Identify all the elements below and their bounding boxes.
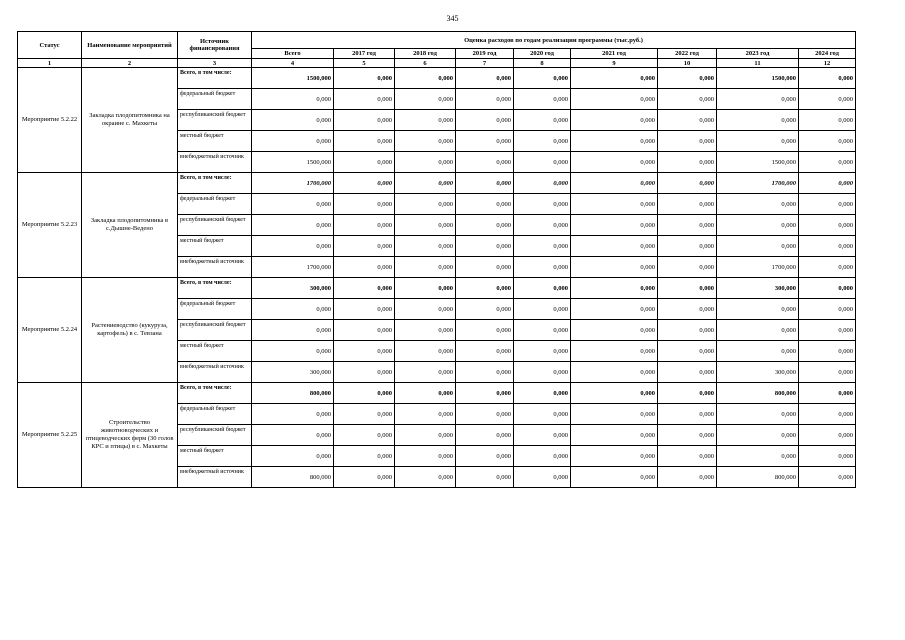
- header-year: 2024 год: [799, 49, 856, 59]
- amount-cell: 0,000: [799, 110, 856, 131]
- amount-cell: 300,000: [717, 362, 799, 383]
- amount-cell: 0,000: [456, 362, 514, 383]
- column-number: 10: [658, 59, 717, 68]
- amount-cell: 0,000: [799, 173, 856, 194]
- amount-cell: 0,000: [456, 68, 514, 89]
- amount-cell: 0,000: [658, 446, 717, 467]
- amount-cell: 1700,000: [252, 257, 334, 278]
- amount-cell: 800,000: [252, 383, 334, 404]
- amount-cell: 0,000: [658, 320, 717, 341]
- header-status: Статус: [18, 32, 82, 59]
- amount-cell: 0,000: [514, 89, 571, 110]
- amount-cell: 0,000: [571, 236, 658, 257]
- amount-cell: 0,000: [395, 152, 456, 173]
- amount-cell: 0,000: [658, 341, 717, 362]
- amount-cell: 0,000: [717, 320, 799, 341]
- amount-cell: 0,000: [717, 131, 799, 152]
- amount-cell: 0,000: [799, 446, 856, 467]
- amount-cell: 0,000: [717, 425, 799, 446]
- funding-source: федеральный бюджет: [178, 194, 252, 215]
- funding-source: федеральный бюджет: [178, 299, 252, 320]
- amount-cell: 0,000: [252, 299, 334, 320]
- amount-cell: 0,000: [514, 173, 571, 194]
- amount-cell: 1700,000: [717, 257, 799, 278]
- amount-cell: 0,000: [658, 194, 717, 215]
- amount-cell: 0,000: [334, 110, 395, 131]
- funding-source: внебюджетный источник: [178, 152, 252, 173]
- amount-cell: 0,000: [456, 236, 514, 257]
- funding-source: Всего, в том числе:: [178, 68, 252, 89]
- amount-cell: 0,000: [799, 257, 856, 278]
- amount-cell: 0,000: [717, 446, 799, 467]
- amount-cell: 0,000: [334, 278, 395, 299]
- amount-cell: 300,000: [252, 362, 334, 383]
- amount-cell: 0,000: [571, 404, 658, 425]
- amount-cell: 0,000: [456, 467, 514, 488]
- amount-cell: 0,000: [571, 152, 658, 173]
- amount-cell: 0,000: [395, 383, 456, 404]
- amount-cell: 0,000: [395, 446, 456, 467]
- amount-cell: 0,000: [799, 404, 856, 425]
- amount-cell: 0,000: [658, 404, 717, 425]
- measure-name: Закладка плодопитомника на окраине с. Махкеты: [82, 68, 178, 173]
- header-year: 2023 год: [717, 49, 799, 59]
- amount-cell: 0,000: [395, 299, 456, 320]
- amount-cell: 0,000: [571, 194, 658, 215]
- column-number: 1: [18, 59, 82, 68]
- amount-cell: 0,000: [717, 299, 799, 320]
- amount-cell: 0,000: [514, 446, 571, 467]
- amount-cell: 0,000: [395, 68, 456, 89]
- amount-cell: 0,000: [799, 131, 856, 152]
- amount-cell: 0,000: [514, 68, 571, 89]
- amount-cell: 0,000: [334, 257, 395, 278]
- amount-cell: 0,000: [456, 131, 514, 152]
- amount-cell: 0,000: [658, 173, 717, 194]
- funding-source: федеральный бюджет: [178, 404, 252, 425]
- amount-cell: 0,000: [252, 320, 334, 341]
- measure-status: Мероприятие 5.2.24: [18, 278, 82, 383]
- amount-cell: 0,000: [571, 341, 658, 362]
- amount-cell: 0,000: [658, 278, 717, 299]
- amount-cell: 0,000: [717, 236, 799, 257]
- amount-cell: 0,000: [395, 362, 456, 383]
- funding-source: местный бюджет: [178, 236, 252, 257]
- amount-cell: 1500,000: [252, 68, 334, 89]
- amount-cell: 0,000: [395, 194, 456, 215]
- amount-cell: 0,000: [658, 299, 717, 320]
- amount-cell: 0,000: [571, 257, 658, 278]
- amount-cell: 0,000: [799, 194, 856, 215]
- amount-cell: 0,000: [799, 68, 856, 89]
- amount-cell: 0,000: [514, 257, 571, 278]
- amount-cell: 0,000: [799, 236, 856, 257]
- amount-cell: 800,000: [717, 467, 799, 488]
- funding-source: республиканский бюджет: [178, 320, 252, 341]
- amount-cell: 0,000: [571, 383, 658, 404]
- amount-cell: 0,000: [658, 131, 717, 152]
- amount-cell: 0,000: [334, 194, 395, 215]
- amount-cell: 0,000: [799, 152, 856, 173]
- amount-cell: 0,000: [717, 194, 799, 215]
- table-row: [18, 278, 856, 299]
- table-row: [18, 383, 856, 404]
- funding-source: республиканский бюджет: [178, 110, 252, 131]
- amount-cell: 0,000: [717, 215, 799, 236]
- amount-cell: 0,000: [514, 194, 571, 215]
- amount-cell: 0,000: [334, 173, 395, 194]
- amount-cell: 800,000: [717, 383, 799, 404]
- funding-source: внебюджетный источник: [178, 362, 252, 383]
- amount-cell: 0,000: [456, 299, 514, 320]
- amount-cell: 0,000: [717, 341, 799, 362]
- amount-cell: 0,000: [514, 383, 571, 404]
- amount-cell: 1500,000: [252, 152, 334, 173]
- amount-cell: 0,000: [395, 467, 456, 488]
- header-year: 2022 год: [658, 49, 717, 59]
- amount-cell: 0,000: [334, 215, 395, 236]
- amount-cell: 0,000: [334, 68, 395, 89]
- amount-cell: 0,000: [571, 131, 658, 152]
- amount-cell: 0,000: [571, 446, 658, 467]
- amount-cell: 0,000: [395, 278, 456, 299]
- amount-cell: 0,000: [514, 362, 571, 383]
- table-row: [18, 173, 856, 194]
- amount-cell: 0,000: [658, 236, 717, 257]
- amount-cell: 0,000: [571, 110, 658, 131]
- header-year: 2020 год: [514, 49, 571, 59]
- amount-cell: 0,000: [395, 89, 456, 110]
- amount-cell: 0,000: [456, 194, 514, 215]
- amount-cell: 0,000: [514, 152, 571, 173]
- amount-cell: 0,000: [658, 89, 717, 110]
- amount-cell: 0,000: [799, 383, 856, 404]
- amount-cell: 0,000: [252, 425, 334, 446]
- amount-cell: 0,000: [571, 215, 658, 236]
- amount-cell: 0,000: [799, 362, 856, 383]
- amount-cell: 0,000: [395, 236, 456, 257]
- amount-cell: 0,000: [658, 362, 717, 383]
- amount-cell: 0,000: [395, 320, 456, 341]
- amount-cell: 0,000: [456, 278, 514, 299]
- amount-cell: 1500,000: [717, 152, 799, 173]
- amount-cell: 0,000: [395, 110, 456, 131]
- amount-cell: 0,000: [252, 215, 334, 236]
- amount-cell: 0,000: [334, 131, 395, 152]
- amount-cell: 0,000: [799, 425, 856, 446]
- amount-cell: 0,000: [717, 110, 799, 131]
- amount-cell: 300,000: [717, 278, 799, 299]
- amount-cell: 0,000: [658, 110, 717, 131]
- amount-cell: 0,000: [252, 89, 334, 110]
- measure-name: Закладка плодопитомника в с.Дышне-Ведено: [82, 173, 178, 278]
- amount-cell: 0,000: [456, 404, 514, 425]
- amount-cell: 0,000: [514, 215, 571, 236]
- funding-source: федеральный бюджет: [178, 89, 252, 110]
- amount-cell: 0,000: [571, 278, 658, 299]
- amount-cell: 0,000: [799, 278, 856, 299]
- amount-cell: 0,000: [571, 299, 658, 320]
- amount-cell: 0,000: [334, 383, 395, 404]
- amount-cell: 0,000: [514, 131, 571, 152]
- amount-cell: 0,000: [571, 89, 658, 110]
- amount-cell: 0,000: [514, 110, 571, 131]
- amount-cell: 0,000: [395, 215, 456, 236]
- amount-cell: 1700,000: [717, 173, 799, 194]
- funding-source: местный бюджет: [178, 131, 252, 152]
- amount-cell: 1700,000: [252, 173, 334, 194]
- amount-cell: 0,000: [514, 341, 571, 362]
- amount-cell: 0,000: [456, 383, 514, 404]
- header-year: 2018 год: [395, 49, 456, 59]
- amount-cell: 300,000: [252, 278, 334, 299]
- column-number: 8: [514, 59, 571, 68]
- funding-source: республиканский бюджет: [178, 425, 252, 446]
- amount-cell: 0,000: [252, 341, 334, 362]
- column-number: 7: [456, 59, 514, 68]
- amount-cell: 0,000: [571, 68, 658, 89]
- amount-cell: 0,000: [395, 131, 456, 152]
- page-number: 345: [446, 14, 459, 23]
- amount-cell: 0,000: [717, 89, 799, 110]
- header-name: Наименование мероприятий: [82, 32, 178, 59]
- amount-cell: 0,000: [658, 152, 717, 173]
- column-number: 11: [717, 59, 799, 68]
- amount-cell: 0,000: [456, 215, 514, 236]
- amount-cell: 800,000: [252, 467, 334, 488]
- funding-source: Всего, в том числе:: [178, 383, 252, 404]
- amount-cell: 0,000: [456, 320, 514, 341]
- amount-cell: 0,000: [252, 446, 334, 467]
- amount-cell: 0,000: [395, 257, 456, 278]
- funding-source: местный бюджет: [178, 446, 252, 467]
- amount-cell: 0,000: [571, 467, 658, 488]
- amount-cell: 0,000: [456, 89, 514, 110]
- column-number: 6: [395, 59, 456, 68]
- funding-source: Всего, в том числе:: [178, 173, 252, 194]
- amount-cell: 0,000: [334, 404, 395, 425]
- amount-cell: 0,000: [252, 236, 334, 257]
- amount-cell: 0,000: [514, 299, 571, 320]
- amount-cell: 0,000: [658, 257, 717, 278]
- funding-source: внебюджетный источник: [178, 257, 252, 278]
- amount-cell: 0,000: [514, 236, 571, 257]
- amount-cell: 0,000: [252, 194, 334, 215]
- column-number: 12: [799, 59, 856, 68]
- amount-cell: 0,000: [571, 362, 658, 383]
- amount-cell: 0,000: [334, 299, 395, 320]
- funding-source: Всего, в том числе:: [178, 278, 252, 299]
- amount-cell: 0,000: [456, 425, 514, 446]
- funding-source: внебюджетный источник: [178, 467, 252, 488]
- amount-cell: 0,000: [252, 110, 334, 131]
- amount-cell: 0,000: [252, 131, 334, 152]
- amount-cell: 0,000: [456, 110, 514, 131]
- amount-cell: 0,000: [334, 446, 395, 467]
- amount-cell: 0,000: [799, 467, 856, 488]
- amount-cell: 0,000: [799, 215, 856, 236]
- amount-cell: 0,000: [514, 320, 571, 341]
- amount-cell: 0,000: [334, 467, 395, 488]
- amount-cell: 0,000: [334, 236, 395, 257]
- amount-cell: 0,000: [571, 173, 658, 194]
- amount-cell: 0,000: [658, 215, 717, 236]
- column-number: 5: [334, 59, 395, 68]
- header-estimate: Оценка расходов по годам реализации программы (тыс.руб.): [252, 32, 856, 49]
- amount-cell: 0,000: [456, 446, 514, 467]
- column-number: 3: [178, 59, 252, 68]
- amount-cell: 0,000: [658, 425, 717, 446]
- measure-status: Мероприятие 5.2.25: [18, 383, 82, 488]
- amount-cell: 0,000: [456, 257, 514, 278]
- funding-source: республиканский бюджет: [178, 215, 252, 236]
- measure-name: Растениеводство (кукуруза, картофель) в с. Тевзана: [82, 278, 178, 383]
- amount-cell: 0,000: [334, 341, 395, 362]
- amount-cell: 1500,000: [717, 68, 799, 89]
- amount-cell: 0,000: [252, 404, 334, 425]
- column-number: 4: [252, 59, 334, 68]
- amount-cell: 0,000: [571, 425, 658, 446]
- header-source: Источник финансирования: [178, 32, 252, 59]
- column-number: 9: [571, 59, 658, 68]
- amount-cell: 0,000: [799, 320, 856, 341]
- amount-cell: 0,000: [571, 320, 658, 341]
- amount-cell: 0,000: [395, 425, 456, 446]
- amount-cell: 0,000: [334, 89, 395, 110]
- amount-cell: 0,000: [514, 467, 571, 488]
- table-row: [18, 68, 856, 89]
- measure-status: Мероприятие 5.2.22: [18, 68, 82, 173]
- amount-cell: 0,000: [658, 383, 717, 404]
- amount-cell: 0,000: [514, 278, 571, 299]
- funding-source: местный бюджет: [178, 341, 252, 362]
- amount-cell: 0,000: [658, 68, 717, 89]
- amount-cell: 0,000: [799, 299, 856, 320]
- header-year: 2017 год: [334, 49, 395, 59]
- amount-cell: 0,000: [334, 425, 395, 446]
- column-number: 2: [82, 59, 178, 68]
- amount-cell: 0,000: [334, 152, 395, 173]
- amount-cell: 0,000: [395, 341, 456, 362]
- header-year: 2021 год: [571, 49, 658, 59]
- amount-cell: 0,000: [395, 173, 456, 194]
- measure-name: Строительство животноводческих и птицеводческих ферм (30 голов КРС и птицы) в с. Махкеты: [82, 383, 178, 488]
- budget-table: [17, 31, 856, 488]
- header-year: 2019 год: [456, 49, 514, 59]
- amount-cell: 0,000: [799, 89, 856, 110]
- amount-cell: 0,000: [799, 341, 856, 362]
- amount-cell: 0,000: [456, 173, 514, 194]
- amount-cell: 0,000: [334, 362, 395, 383]
- amount-cell: 0,000: [717, 404, 799, 425]
- amount-cell: 0,000: [514, 425, 571, 446]
- amount-cell: 0,000: [456, 152, 514, 173]
- amount-cell: 0,000: [658, 467, 717, 488]
- header-year: Всего: [252, 49, 334, 59]
- amount-cell: 0,000: [514, 404, 571, 425]
- measure-status: Мероприятие 5.2.23: [18, 173, 82, 278]
- amount-cell: 0,000: [456, 341, 514, 362]
- amount-cell: 0,000: [395, 404, 456, 425]
- amount-cell: 0,000: [334, 320, 395, 341]
